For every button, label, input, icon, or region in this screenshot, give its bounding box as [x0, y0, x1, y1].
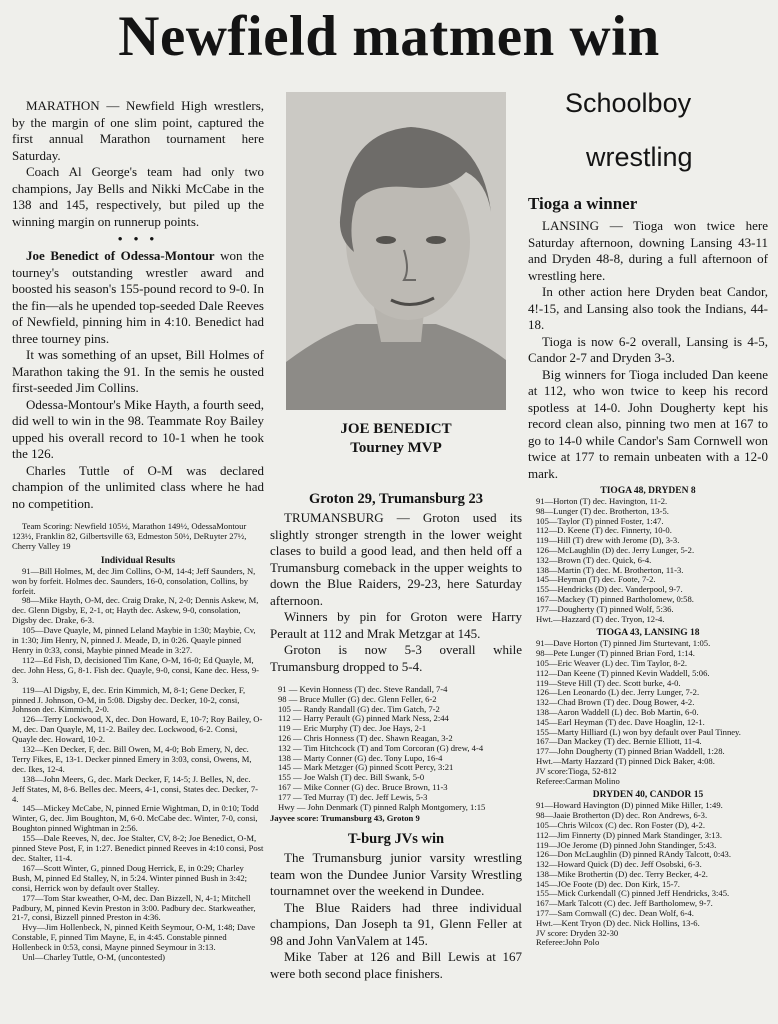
result-line: 155 — Joe Walsh (T) dec. Bill Swank, 5-0 [278, 772, 425, 783]
result-line: 167—Scott Winter, G, pinned Doug Herrick, E, in 0:29; Charley Bush, M, pinned Ed Stalley, N, in 5:24. Winter pinned Bush in 3:42; consi, Herrick won by default over Stalley. [12, 862, 248, 893]
result-line: Hwy — John Denmark (T) pinned Ralph Montgomery, 1:15 [278, 801, 486, 812]
paragraph: Coach Al George's team had only two champions, Jay Bells and Nikki McCabe in the 138 and 145, respectively, but piled up the winning margin on runnerup points. [12, 164, 264, 229]
player-photo [286, 92, 506, 410]
result-line: 132—Chad Brown (T) dec. Doug Bower, 4-2. [536, 697, 695, 708]
result-line: 145—JOe Foote (D) dec. Don Kirk, 15-7. [536, 878, 680, 889]
paragraph: TRUMANSBURG — Groton used its slightly stronger strength in the lower weight clases to build a good lead, and then held off a Trumansburg comeback in the upper weights to down the Blue Raiders, 29-23, here Saturday afternoon. [270, 510, 522, 608]
result-line: 112—Jim Finnerty (D) pinned Mark Standinger, 3:13. [536, 829, 722, 840]
result-line: 119—Al Digsby, E, dec. Erin Kimmich, M, 8-1; Gene Decker, F, pinned J. Johnson, O-M, in 5:08. Digsby dec. Decker, 10-2, consi, Johnson dec. Kimmich, 2-0. [12, 684, 246, 715]
result-line: 145—Heyman (T) dec. Foote, 7-2. [536, 574, 656, 585]
result-line: 138 — Marty Conner (G) dec. Tony Lupo, 16-4 [278, 752, 443, 763]
portrait-image [286, 92, 506, 410]
result-line: 145—Mickey McCabe, N, pinned Ernie Wightman, D, in 0:10; Todd Winter, G, dec. Jim Boughton, M, 6-0. McCabe dec. Winter, 7-0, consi, Boughton pinned Wightman in 2:56. [12, 803, 259, 834]
results-header: Individual Results [100, 555, 176, 566]
paragraph-text: won the tourney's outstanding wrestler award and boosted his season's 155-pound record to 9-0. In the fin—als he upended top-seeded Dale Reeves of Newfield, pinning him in 4:10. Benedict had three tourney pins. [12, 248, 264, 346]
results-box [528, 801, 768, 948]
box-header: TIOGA 48, DRYDEN 8 [600, 486, 696, 496]
result-line: 132—Howard Quick (D) dec. Jeff Osobski, 6-3. [536, 859, 702, 870]
result-line: 167—Mackey (T) pinned Bartholomew, 0:58. [536, 593, 694, 604]
tioga-headline: Tioga a winner [528, 194, 638, 213]
results-list [12, 567, 264, 963]
center-column [270, 488, 522, 982]
section-separator: • • • [117, 231, 159, 246]
result-line: 167—Dan Mackey (T) dec. Bernie Elliott, 11-4. [536, 736, 702, 747]
result-line: JV score:Tioga, 52-812 [536, 765, 617, 776]
right-column [528, 190, 768, 948]
paragraph [12, 248, 264, 347]
result-line: 112—D. Keene (T) dec. Finnerty, 10-0. [536, 525, 672, 536]
result-line: 119 — Eric Murphy (T) dec. Joe Hays, 2-1 [278, 723, 427, 734]
result-line: 112—Ed Fish, D, decisioned Tim Kane, O-M, 16-0; Ed Quayle, M, dec. John Hess, G, 8-1. Fish dec. Quayle, 9-0, consi, Kane dec. Hess, 9-3. [12, 654, 260, 685]
caption-name: JOE BENEDICT [340, 421, 452, 437]
paragraph: Odessa-Montour's Mike Hayth, a fourth seed, did well to win in the 98. Teammate Roy Bailey upped his overall record to 10-1 when he took the 126. [12, 396, 264, 461]
result-line: 126 — Chris Honness (T) dec. Shawn Reagan, 3-2 [278, 732, 453, 743]
paragraph: Mike Taber at 126 and Bill Lewis at 167 were both second place finishers. [270, 949, 522, 981]
result-line: 167 — Mike Conner (G) dec. Bruce Brown, 11-3 [278, 781, 448, 792]
result-line: 126—McLaughlin (D) dec. Jerry Lunger, 5-2. [536, 544, 695, 555]
paragraph: It was something of an upset, Bill Holmes of Marathon taking the 91. In the semis he ousted first-seeded Jim Collins. [12, 347, 264, 395]
tburg-headline: T-burg JVs win [347, 831, 445, 848]
result-line: Unl—Charley Tuttle, O-M, (uncontested) [22, 952, 165, 963]
result-line: 119—Steve Hill (T) dec. Scott burke, 4-0. [536, 677, 681, 688]
result-line: 98—Jaaie Brotherton (D) dec. Ron Andrews, 6-3. [536, 810, 708, 821]
bouts-list [270, 685, 522, 812]
result-line: 167—Mark Talcott (C) dec. Jeff Bartholomew, 9-7. [536, 898, 713, 909]
jv-score: Jayvee score: Trumansburg 43, Groton 9 [270, 813, 420, 824]
left-column [12, 98, 264, 963]
groton-headline: Groton 29, Trumansburg 23 [308, 491, 484, 507]
result-line: 119—JOe Jerome (D) pinned John Standinger, 5:43. [536, 839, 717, 850]
bold-lead: Joe Benedict of Odessa-Montour [26, 248, 215, 263]
result-line: 177—Sam Cornwall (C) dec. Dean Wolf, 6-4. [536, 908, 694, 919]
result-line: 105—Chris Wilcox (C) dec. Ron Foster (D), 4-2. [536, 819, 705, 830]
result-line: 155—Hendricks (D) dec. Vanderpool, 9-7. [536, 584, 683, 595]
result-line: 112 — Harry Perault (G) pinned Mark Ness, 2:44 [278, 713, 449, 724]
result-line: 112—Dan Keene (T) pinned Kevin Waddell, 5:06. [536, 667, 710, 678]
result-line: Hwt.—Hazzard (T) dec. Tryon, 12-4. [536, 613, 665, 624]
caption-title: Tourney MVP [350, 440, 442, 456]
results-box [528, 639, 768, 786]
result-line: 132—Brown (T) dec. Quick, 6-4. [536, 554, 652, 565]
result-line: 91—Horton (T) dec. Havington, 11-2. [536, 496, 668, 506]
paragraph: Tioga is now 6-2 overall, Lansing is 4-5, Candor 2-7 and Dryden 3-3. [528, 333, 768, 365]
result-line: 91 — Kevin Honness (T) dec. Steve Randall, 7-4 [278, 684, 448, 694]
result-line: 138—John Meers, G, dec. Mark Decker, F, 14-5; J. Belles, N, dec. Jeff States, M, 8-6. Belles dec. Meers, 4-1, consi, States dec. Decker, 7-4. [12, 773, 259, 804]
result-line: 177 — Ted Murray (T) dec. Jeff Lewis, 5-3 [278, 791, 428, 802]
result-line: Referee:Carman Molino [536, 775, 620, 786]
result-line: 177—Tom Star kweather, O-M, dec. Dan Bizzell, N, 4-1; Mitchell Padbury, M, pinned Kevin Preston in 3:00. Padbury dec. Starkweather, 21-7, consi, Bizzell pinned Preston in 4:36. [12, 892, 256, 923]
result-line: 105—Dave Quayle, M, pinned Leland Maybie in 1:30; Maybie, Cv, in 1:30; Jim Henry, N, pinned J. Meade, D, in 0:26. Quayle pinned Henry in 0:33, consi, Maybie pinned Meade in 3:27. [12, 625, 256, 655]
headline: Newfield matmen win [118, 5, 660, 68]
result-line: JV score: Dryden 32-30 [536, 927, 619, 938]
result-line: 155—Dale Reeves, N, dec. Joe Stalter, CV, 8-2; Joe Benedict, O-M, pinned Steve Post, F, in 1:27. Benedict pinned Reeves in 4:10 consi, Post dec. Stalter, 11-4. [12, 833, 264, 863]
results-box [528, 497, 768, 624]
result-line: 132 — Tim Hitchcock (T) and Tom Corcoran (G) drew, 4-4 [278, 742, 484, 753]
result-line: 138—Mike Brothertin (D) dec. Terry Becker, 4-2. [536, 868, 708, 879]
result-line: 105—Taylor (T) pinned Foster, 1:47. [536, 515, 664, 526]
result-line: Hvy—Jim Hollenbeck, N, pinned Keith Seymour, O-M, 1:48; Dave Constable, F, pinned Tim Mayne, E, in 4:45. Constable pinned Hollenbeck in 0:53, consi, Mayne pinned Seymour in 3:13. [12, 922, 256, 953]
paragraph: Groton is now 5-3 overall while Trumansburg dropped to 5-4. [270, 642, 522, 674]
result-line: 91—Howard Havington (D) pinned Mike Hiller, 1:49. [536, 800, 723, 811]
paragraph: The Trumansburg junior varsity wrestling team won the Dundee Junior Varsity Wrestling tournamnet over the weekend in Dundee. [270, 850, 522, 899]
box-header: TIOGA 43, LANSING 18 [596, 628, 700, 639]
result-line: 91—Dave Horton (T) pinned Jim Sturtevant, 1:05. [536, 638, 711, 649]
result-line: Referee:John Polo [536, 937, 600, 948]
result-line: 177—Dougherty (T) pinned Wolf, 5:36. [536, 603, 674, 614]
section-title-line1: Schoolboy [565, 88, 692, 118]
result-line: Hwt.—Marty Hazzard (T) pinned Dick Baker, 4:08. [536, 755, 715, 766]
paragraph: In other action here Dryden beat Candor, 4!-15, and Lansing also took the Indians, 44-18. [528, 284, 768, 332]
photo-caption [286, 420, 506, 458]
result-line: 98—Pete Lunger (T) pinned Brian Ford, 1:14. [536, 648, 695, 659]
result-line: 138—Aaron Waddell (L) dec. Bob Martin, 6-0. [536, 706, 699, 717]
result-line: 126—Len Leonardo (L) dec. Jerry Lunger, 7-2. [536, 687, 700, 698]
result-line: 145 — Mark Metzger (G) pinned Scott Percy, 3:21 [278, 762, 454, 773]
result-line: 145—Earl Heyman (T) dec. Dave Hoaglin, 12-1. [536, 716, 705, 727]
result-line: 105—Eric Weaver (L) dec. Tim Taylor, 8-2. [536, 657, 688, 668]
result-line: 98—Mike Hayth, O-M, dec. Craig Drake, N, 2-0; Dennis Askew, M, dec. Glenn Digsby, E, 2-1, ot; Hayth dec. Askew, 9-0, consolation, Digsby dec. Drake, 6-3. [12, 595, 259, 626]
result-line: 126—Don McLaughlin (D) pinned RAndy Talcott, 0:43. [536, 849, 731, 860]
result-line: 119—Hill (T) drew with Jerome (D), 3-3. [536, 535, 680, 546]
paragraph: Winners by pin for Groton were Harry Perault at 112 and Mrak Metzgar at 145. [270, 609, 522, 641]
result-line: Hwt.—Kent Tryon (D) dec. Nick Hollins, 13-6. [536, 917, 700, 928]
team-scoring: Team Scoring: Newfield 105½, Marathon 149½, OdessaMontour 123½, Franklin 82, Gilbertsville 63, Edmeston 50½, DeRuyter 27½, Cherry Valley 19 [12, 521, 247, 551]
section-title-line2: wrestling [586, 142, 693, 172]
result-line: 177—John Dougherty (T) pinned Brian Waddell, 1:28. [536, 746, 725, 757]
box-header: DRYDEN 40, CANDOR 15 [592, 790, 704, 801]
result-line: 98 — Bruce Muller (G) dec. Glenn Feller, 6-2 [278, 693, 437, 704]
paragraph: The Blue Raiders had three individual champions, Dan Joseph ta 91, Glenn Feller at 98 and John VanValem at 145. [270, 899, 522, 948]
result-line: 132—Ken Decker, F, dec. Bill Owen, M, 4-0; Bob Emery, N, dec. Terry Fikes, E, 13-1. Decker pinned Emery in 3:03, consi, Owens, M, dec. Ikes, 12-4. [12, 744, 252, 774]
result-line: 98—Lunger (T) dec. Brotherton, 13-5. [536, 505, 669, 516]
result-line: 105 — Randy Randall (G) dec. Tim Gatch, 7-2 [278, 703, 440, 714]
paragraph: Big winners for Tioga included Dan keene at 112, who won twice to keep his record spotless at 14-0. John Dougherty kept his record clean also, pinning two men at 167 to go to 14-0 while Candor's Sam Cornwell won twice at 177 to remain unbeaten with a 12-0 mark. [528, 366, 768, 481]
paragraph: Charles Tuttle of O-M was declared champion of the unlimited class where he had no competition. [12, 462, 264, 511]
result-line: 155—Marty Hilliard (L) won byy default over Paul Tinney. [536, 726, 741, 737]
result-line: 155—Mick Curkendall (C) pinned Jeff Hendricks, 3:45. [536, 888, 730, 899]
result-line: 126—Terry Lockwood, X, dec. Don Howard, E, 10-7; Roy Bailey, O-M, dec. Dan Quayle, M, 11-2. Bailey dec. Lockwood, 6-2. Consi, Quayle dec. Howard, 10-2. [12, 714, 263, 745]
paragraph: LANSING — Tioga won twice here Saturday afternoon, downing Lansing 43-11 and Dryden 48-8, during a full afternoon of wrestling here. [528, 218, 768, 283]
result-line: 91—Bill Holmes, M, dec Jim Collins, O-M, 14-4; Jeff Saunders, N, won by forfeit. Holmes dec. Saunders, 16-0, consolation, Collins, by forfeit. [12, 565, 256, 596]
paragraph: MARATHON — Newfield High wrestlers, by the margin of one slim point, captured the first annual Marathon tournament here Saturday. [12, 98, 264, 163]
result-line: 138—Martin (T) dec. M. Brotherton, 11-3. [536, 564, 684, 575]
